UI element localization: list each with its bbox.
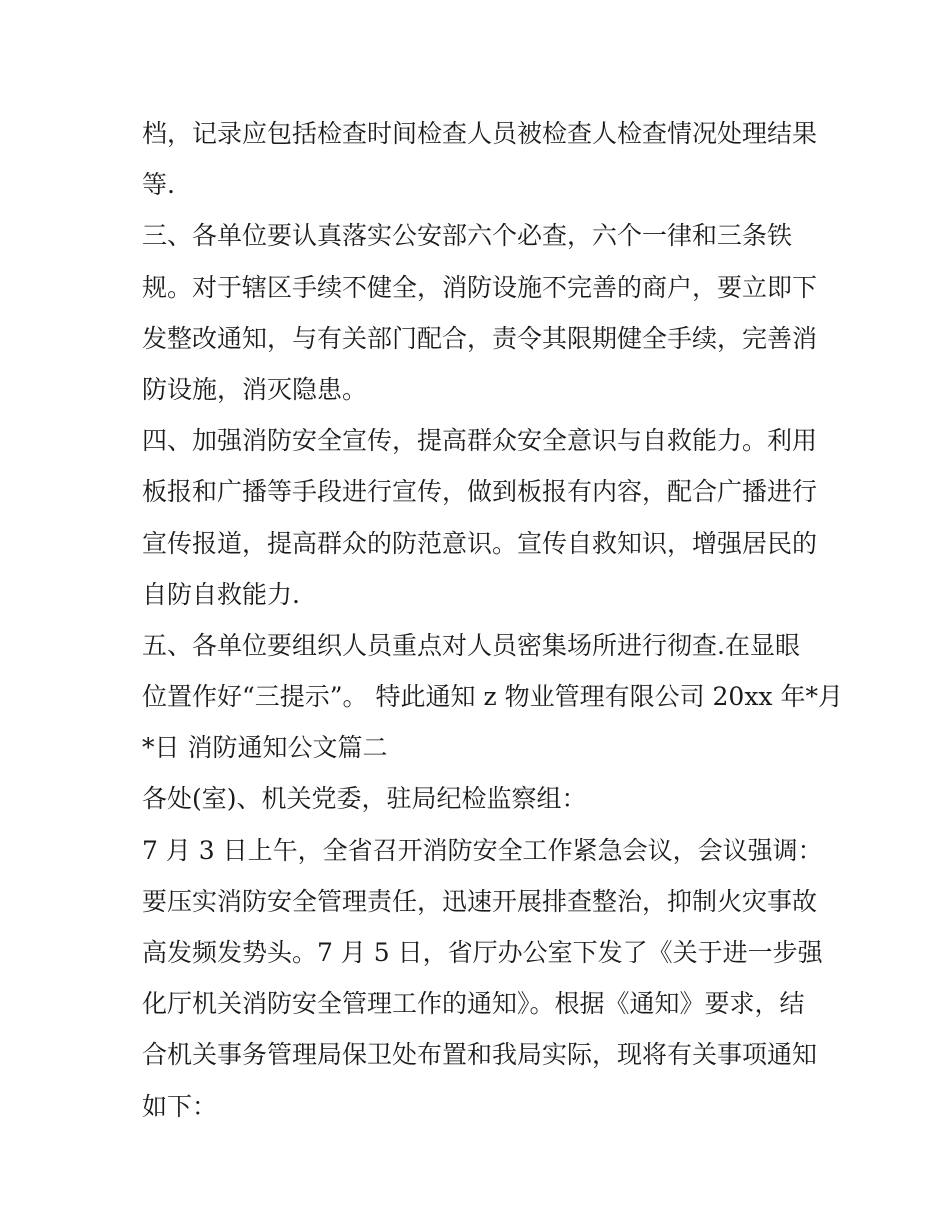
- text-line: 要压实消防安全管理责任，迅速开展排查整治，抑制火灾事故: [142, 886, 818, 916]
- text-line: 等.: [142, 170, 175, 200]
- text-line: 如下：: [142, 1091, 218, 1121]
- text-line: 化厅机关消防安全管理工作的通知》。根据《通知》要求，结: [142, 989, 805, 1019]
- text-line: 五、各单位要组织人员重点对人员密集场所进行彻查.在显眼: [142, 630, 800, 660]
- text-line: 位置作好“三提示”。 特此通知 z 物业管理有限公司 20xx 年*月: [142, 682, 843, 712]
- text-line: 自防自救能力.: [142, 579, 300, 609]
- text-line: 发整改通知，与有关部门配合，责令其限期健全手续，完善消: [142, 323, 818, 353]
- text-line: 四、加强消防安全宣传，提高群众安全意识与自救能力。利用: [142, 426, 818, 456]
- text-line: 规。对于辖区手续不健全，消防设施不完善的商户，要立即下: [142, 272, 818, 302]
- text-line: 宣传报道，提高群众的防范意识。宣传自救知识，增强居民的: [142, 528, 818, 558]
- text-line: *日 消防通知公文篇二: [142, 733, 388, 763]
- text-line: 防设施，消灭隐患。: [142, 374, 368, 404]
- text-line: 档，记录应包括检查时间检查人员被检查人检查情况处理结果: [142, 119, 818, 148]
- text-line: 三、各单位要认真落实公安部六个必查，六个一律和三条铁: [142, 221, 793, 251]
- document-body: [142, 108, 843, 1132]
- text-line: 合机关事务管理局保卫处布置和我局实际，现将有关事项通知: [142, 1040, 818, 1070]
- text-line: 高发频发势头。7 月 5 日，省厅办公室下发了《关于进一步强: [142, 938, 823, 967]
- text-line: 各处(室)、机关党委，驻局纪检监察组：: [142, 784, 587, 814]
- text-line: 板报和广播等手段进行宣传，做到板报有内容，配合广播进行: [142, 477, 818, 507]
- text-line: 7 月 3 日上午，全省召开消防安全工作紧急会议，会议强调：: [142, 835, 823, 865]
